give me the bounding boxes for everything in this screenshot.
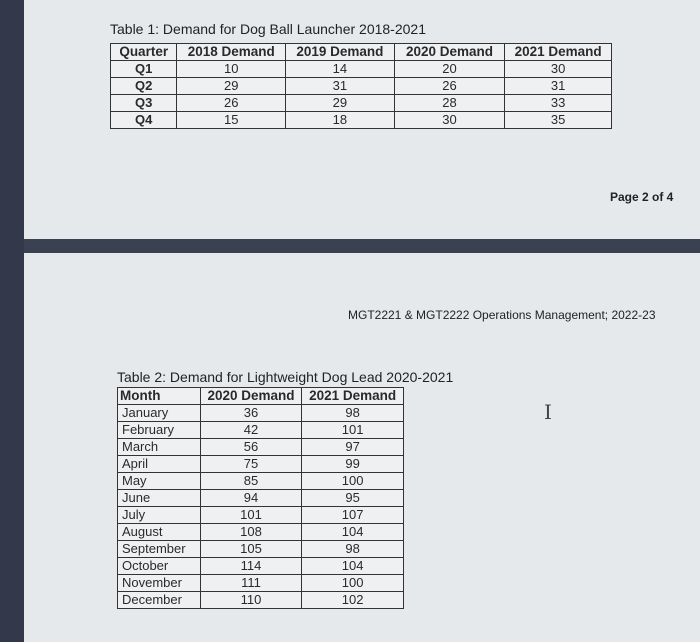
table1-header-2019: 2019 Demand	[286, 44, 395, 61]
table-cell: 33	[505, 95, 612, 112]
page-number: Page 2 of 4	[610, 190, 674, 204]
table-cell: 30	[394, 112, 505, 129]
table-row	[118, 524, 404, 541]
table-row	[118, 473, 404, 490]
text-cursor-icon: Ⅰ	[544, 400, 552, 424]
table-cell: 110	[200, 592, 302, 609]
table-row	[118, 439, 404, 456]
table1-caption: Table 1: Demand for Dog Ball Launcher 2018-2021	[110, 21, 426, 37]
table-row	[118, 490, 404, 507]
table-cell: September	[118, 541, 201, 558]
table-cell: April	[118, 456, 201, 473]
table-cell: August	[118, 524, 201, 541]
table1-dog-ball-launcher	[110, 43, 612, 129]
table-cell: 101	[200, 507, 302, 524]
table-row	[118, 592, 404, 609]
table-row	[118, 456, 404, 473]
table-cell: 26	[394, 78, 505, 95]
table-cell: 35	[505, 112, 612, 129]
table-cell: 14	[286, 61, 395, 78]
table-cell: 102	[302, 592, 404, 609]
table2-header-2021: 2021 Demand	[302, 388, 404, 405]
table-cell: 100	[302, 473, 404, 490]
table-cell: October	[118, 558, 201, 575]
table2-header-2020: 2020 Demand	[200, 388, 302, 405]
table2-header-month: Month	[118, 388, 201, 405]
table-row	[118, 422, 404, 439]
table1-header-2021: 2021 Demand	[505, 44, 612, 61]
table-cell: 97	[302, 439, 404, 456]
table-cell: 29	[177, 78, 286, 95]
table-row	[118, 575, 404, 592]
document-header: MGT2221 & MGT2222 Operations Management; 2022-23	[348, 308, 656, 322]
table-cell: July	[118, 507, 201, 524]
table-row	[111, 78, 612, 95]
table-cell: 30	[505, 61, 612, 78]
table-cell: Q1	[111, 61, 177, 78]
table-cell: 111	[200, 575, 302, 592]
table-cell: January	[118, 405, 201, 422]
table-cell: February	[118, 422, 201, 439]
table-cell: 105	[200, 541, 302, 558]
table-cell: 31	[505, 78, 612, 95]
table-cell: 31	[286, 78, 395, 95]
table-cell: 104	[302, 558, 404, 575]
table1-header-2020: 2020 Demand	[394, 44, 505, 61]
table-row	[118, 405, 404, 422]
table1-header-row	[111, 44, 612, 61]
table-cell: 114	[200, 558, 302, 575]
table-cell: 15	[177, 112, 286, 129]
table-cell: 20	[394, 61, 505, 78]
table-cell: Q4	[111, 112, 177, 129]
table-cell: 108	[200, 524, 302, 541]
table-cell: 104	[302, 524, 404, 541]
table-cell: 107	[302, 507, 404, 524]
table-row	[118, 558, 404, 575]
table-row	[111, 95, 612, 112]
table-cell: 99	[302, 456, 404, 473]
table-cell: 85	[200, 473, 302, 490]
table1-header-2018: 2018 Demand	[177, 44, 286, 61]
table-cell: 36	[200, 405, 302, 422]
table2-header-row	[118, 388, 404, 405]
table-cell: Q2	[111, 78, 177, 95]
table-cell: March	[118, 439, 201, 456]
table-cell: 28	[394, 95, 505, 112]
table-cell: 42	[200, 422, 302, 439]
table-cell: 101	[302, 422, 404, 439]
table-cell: 100	[302, 575, 404, 592]
table-row	[111, 112, 612, 129]
page-divider	[24, 239, 700, 253]
table-cell: 18	[286, 112, 395, 129]
table-cell: Q3	[111, 95, 177, 112]
table-cell: November	[118, 575, 201, 592]
table-row	[118, 541, 404, 558]
table-cell: June	[118, 490, 201, 507]
table-cell: 10	[177, 61, 286, 78]
table-cell: 95	[302, 490, 404, 507]
table-cell: 56	[200, 439, 302, 456]
table1-header-quarter: Quarter	[111, 44, 177, 61]
table2-caption: Table 2: Demand for Lightweight Dog Lead 2020-2021	[117, 369, 454, 385]
table-cell: 75	[200, 456, 302, 473]
screen-bezel	[0, 0, 24, 642]
table-cell: 94	[200, 490, 302, 507]
table-cell: 98	[302, 405, 404, 422]
table-cell: December	[118, 592, 201, 609]
table-row	[111, 61, 612, 78]
table-cell: 29	[286, 95, 395, 112]
table-cell: May	[118, 473, 201, 490]
table2-lightweight-dog-lead	[117, 387, 404, 609]
table-row	[118, 507, 404, 524]
table-cell: 26	[177, 95, 286, 112]
table-cell: 98	[302, 541, 404, 558]
